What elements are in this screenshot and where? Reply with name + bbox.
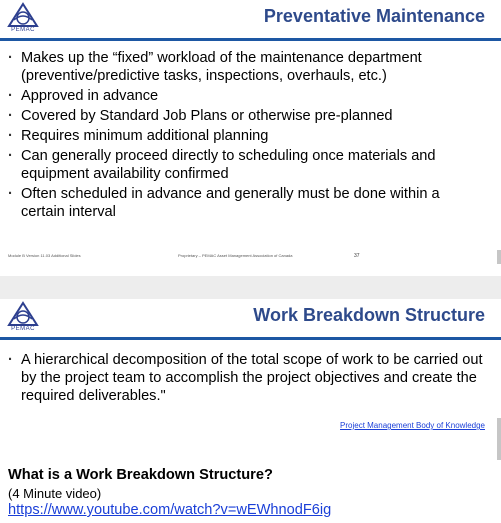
scrollbar-thumb[interactable] [497, 250, 501, 264]
pemac-logo [6, 301, 40, 335]
video-duration: (4 Minute video) [8, 486, 102, 501]
bullet-item: · Makes up the “fixed” workload of the maintenance department (preventive/predictive tasks, inspections, overhauls, etc.) [8, 49, 487, 85]
youtube-link[interactable]: https://www.youtube.com/watch?v=wEWhnodF6ig [8, 502, 332, 518]
bullet-list [8, 49, 487, 223]
bullet-item: · Approved in advance [8, 87, 487, 105]
bullet-list [8, 351, 487, 407]
slide-title: Preventative Maintenance [263, 6, 485, 26]
logo-text: PEMAC [11, 326, 35, 332]
pemac-logo [6, 2, 40, 36]
page-number: 37 [354, 253, 360, 259]
bullet-item: · Covered by Standard Job Plans or otherwise pre-planned [8, 107, 487, 125]
bullet-item: · Often scheduled in advance and generally must be done within a certain interval [8, 185, 487, 221]
bullet-item: · Requires minimum additional planning [8, 127, 487, 145]
pemac-logo-icon [6, 2, 40, 28]
slide-work-breakdown-structure [0, 299, 501, 523]
footer-module: Module B Version 11.03 Additional Slides [8, 253, 81, 258]
title-divider [0, 38, 501, 41]
video-heading: What is a Work Breakdown Structure? [8, 467, 273, 483]
title-divider [0, 337, 501, 340]
scrollbar-thumb[interactable] [497, 418, 501, 460]
bullet-item: · Can generally proceed directly to scheduling once materials and equipment availability confirmed [8, 147, 487, 183]
bullet-item: · A hierarchical decomposition of the total scope of work to be carried out by the project team to accomplish the project objectives and create the required deliverables." [8, 351, 487, 405]
slide-title: Work Breakdown Structure [253, 305, 485, 325]
slide-footer [0, 253, 501, 263]
footer-proprietary: Proprietary – PEMAC Asset Management Association of Canada [178, 253, 293, 258]
logo-text: PEMAC [11, 27, 35, 33]
pmbok-source-link[interactable]: Project Management Body of Knowledge [340, 421, 485, 430]
pemac-logo-icon [6, 301, 40, 327]
